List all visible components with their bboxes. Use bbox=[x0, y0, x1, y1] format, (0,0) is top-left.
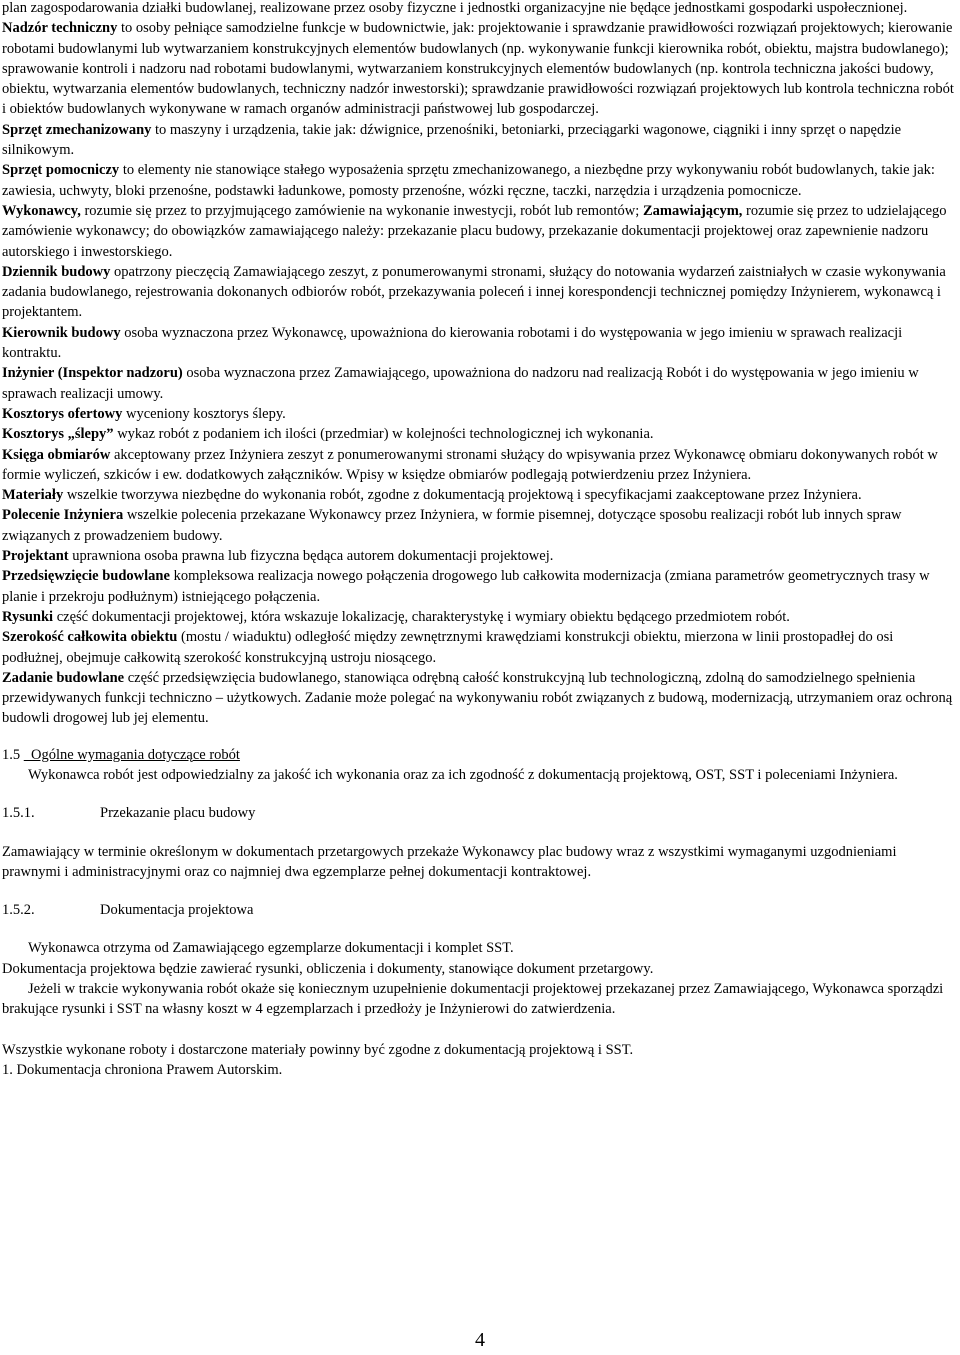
page-number: 4 bbox=[475, 1329, 485, 1351]
definition-item bbox=[2, 566, 957, 607]
definition-item bbox=[2, 262, 957, 323]
subsection-title: Przekazanie placu budowy bbox=[100, 805, 256, 822]
definition-term: Rysunki bbox=[2, 608, 54, 625]
definition-term: Polecenie Inżyniera bbox=[2, 507, 124, 524]
paragraph: Jeżeli w trakcie wykonywania robót okaże się koniecznym uzupełnienie dokumentacji projektowej przekazanej przez Zamawiającego, Wykonawca sporządzi brakujące rysunki i SST na własny koszt w 4 egzemplarzach i przedłoży je Inżynierowi do zatwierdzenia. bbox=[2, 981, 944, 1018]
definition-text: rozumie się przez to przyjmującego zamówienie na wykonanie inwestycji, robót lub remontów; bbox=[80, 202, 643, 219]
subsection-title: Dokumentacja projektowa bbox=[100, 902, 254, 919]
definition-item bbox=[2, 160, 957, 201]
definition-term: Wykonawcy, bbox=[2, 202, 81, 219]
definition-text: to maszyny i urządzenia, takie jak: dźwignice, przenośniki, betoniarki, przeciągarki wagonowe, ciągniki i inny sprzęt o napędzie silnikowym. bbox=[2, 121, 902, 159]
intro-paragraph: plan zagospodarowania działki budowlanej, realizowane przez osoby fizyczne i jednostki organizacyjne nie będące jednostkami gospodarki uspołecznionej. bbox=[2, 0, 908, 16]
definition-term: Zamawiającym, bbox=[642, 202, 743, 219]
definition-term: Projektant bbox=[2, 548, 69, 565]
definition-term: Nadzór techniczny bbox=[2, 20, 118, 37]
definition-text: część przedsięwzięcia budowlanego, stanowiąca odrębną całość konstrukcyjną lub technologiczną, zdolną do samodzielnego spełnienia przewidywanych funkcji techniczno – użytkowych. Zadanie może polegać na wykonywaniu robót związanych z budową, modernizacją, utrzymaniem oraz ochroną budowli drogowej lub jej elementu. bbox=[2, 669, 953, 727]
subsection-number: 1.5.2. bbox=[2, 902, 35, 919]
definition-text: kompleksowa realizacja nowego połączenia drogowego lub całkowita modernizacja (zmiana parametrów geometrycznych trasy w planie i przekroju podłużnym) istniejącego połączenia. bbox=[2, 568, 930, 605]
definition-text: część dokumentacji projektowej, która wskazuje lokalizację, charakterystykę i wymiary obiektu będącego przedmiotem robót. bbox=[53, 608, 790, 625]
definition-text: osoba wyznaczona przez Zamawiającego, upoważniona do nadzoru nad realizacją Robót i do występowania w jego imieniu w sprawach realizacji umowy. bbox=[2, 365, 919, 402]
definition-text: osoba wyznaczona przez Wykonawcę, upoważniona do kierowania robotami i do występowania w jego imieniu w sprawach realizacji kontraktu. bbox=[2, 324, 903, 362]
subsection-number: 1.5.1. bbox=[2, 805, 35, 822]
definition-item bbox=[2, 404, 957, 424]
definition-text: wszelkie polecenia przekazane Wykonawcy przez Inżyniera, w formie pisemnej, dotyczące sposobu realizacji robót lub innych spraw związanych z prowadzeniem budowy. bbox=[2, 507, 902, 544]
definition-text: akceptowany przez Inżyniera zeszyt z ponumerowanymi stronami służący do wpisywania przez Wykonawcę obmiaru dokonywanych robót w formie wyliczeń, szkiców i ew. dodatkowych załączników. Wpisy w księdze obmiarów podlegają potwierdzeniu przez Inżyniera. bbox=[2, 446, 938, 483]
definition-term: Księga obmiarów bbox=[2, 446, 111, 463]
definition-text: wszelkie tworzywa niezbędne do wykonania robót, zgodne z dokumentacją projektową i specyfikacjami zaakceptowane przez Inżyniera. bbox=[63, 487, 862, 504]
section-title: Ogólne wymagania dotyczące robót bbox=[31, 746, 240, 763]
definition-text: wykaz robót z podaniem ich ilości (przedmiar) w kolejności technologicznej ich wykonania. bbox=[113, 426, 654, 443]
definition-item bbox=[2, 323, 957, 364]
definition-term: Materiały bbox=[2, 487, 64, 504]
definition-item bbox=[2, 607, 957, 627]
definition-item bbox=[2, 18, 957, 119]
definition-item bbox=[2, 445, 957, 486]
paragraph: Wykonawca otrzyma od Zamawiającego egzemplarze dokumentacji i komplet SST. bbox=[28, 940, 514, 957]
paragraph: Wszystkie wykonane roboty i dostarczone materiały powinny być zgodne z dokumentacją projektową i SST. bbox=[2, 1041, 634, 1058]
definition-item bbox=[2, 627, 957, 668]
definition-term: Kosztorys ofertowy bbox=[2, 405, 123, 422]
document-page bbox=[2, 0, 957, 1080]
definition-term: Sprzęt zmechanizowany bbox=[2, 121, 152, 138]
definition-text: opatrzony pieczęcią Zamawiającego zeszyt, z ponumerowanymi stronami, służący do notowania wydarzeń zaistniałych w czasie wykonywania zadania budowlanego, rejestrowania dokonanych odbiorów robót, przekazywania poleceń i innej korespondencji technicznej pomiędzy Inżynierem, wykonawcą i projektantem. bbox=[2, 263, 946, 321]
paragraph: Dokumentacja projektowa będzie zawierać rysunki, obliczenia i dokumenty, stanowiące dokument przetargowy. bbox=[2, 960, 654, 977]
section-heading bbox=[2, 745, 957, 765]
definition-term: Sprzęt pomocniczy bbox=[2, 162, 120, 179]
definition-text: wyceniony kosztorys ślepy. bbox=[122, 405, 286, 422]
definition-item bbox=[2, 120, 957, 161]
definition-item bbox=[2, 485, 957, 505]
definition-text: to elementy nie stanowiące stałego wyposażenia sprzętu zmechanizowanego, a niezbędne przy wykonywaniu robót budowlanych, takie jak: zawiesia, uchwyty, bloki przenośne, podstawki ładunkowe, pomosty przenośne, wózki ręczne, taczki, narzędzia i urządzenia pomocnicze. bbox=[2, 162, 935, 199]
definition-text: uprawniona osoba prawna lub fizyczna będąca autorem dokumentacji projektowej. bbox=[68, 548, 554, 565]
definitions-list bbox=[2, 18, 957, 728]
subsection-heading bbox=[2, 803, 957, 823]
definition-text: to osoby pełniące samodzielne funkcje w budownictwie, jak: projektowanie i sprawdzanie prawidłowości rozwiązań projektowych; kierowanie robotami budowlanymi lub wytwarzaniem konstrukcyjnych elementów budowlanych (np. wykonywanie funkcji kierownika robót, obiektu, majstra budowlanego); sprawowanie kontroli i nadzoru nad robotami budowlanymi, wytwarzaniem konstrukcyjnych elementów budowlanych (np. kontrola techniczna jakości budowy, obiektu, wytwarzania elementów budowlanych, techniczny nadzór inwestorski); sprawdzanie prawidłowości rozwiązań projektowych lub kontrola techniczna robót i obiektów budowlanych wykonywane w ramach organów administracji państwowej lub gospodarczej. bbox=[2, 20, 954, 118]
list-item: 1. Dokumentacja chroniona Prawem Autorskim. bbox=[2, 1061, 283, 1078]
definition-item bbox=[2, 546, 957, 566]
definition-item bbox=[2, 505, 957, 546]
section-number: 1.5 bbox=[2, 746, 21, 763]
subsection-heading bbox=[2, 900, 957, 920]
definition-term: Przedsięwzięcie budowlane bbox=[2, 568, 170, 585]
definition-item bbox=[2, 201, 957, 262]
definition-term: Zadanie budowlane bbox=[2, 669, 125, 686]
definition-term: Kierownik budowy bbox=[2, 324, 121, 341]
subsection-text: Zamawiający w terminie określonym w dokumentach przetargowych przekaże Wykonawcy plac budowy wraz z wszystkimi wymaganymi uzgodnieniami prawnymi i administracyjnymi oraz co najmniej dwa egzemplarze pełnej dokumentacji kontraktowej. bbox=[2, 843, 897, 880]
definition-term: Kosztorys „ślepy” bbox=[2, 426, 114, 443]
definition-term: Szerokość całkowita obiektu bbox=[2, 629, 178, 646]
definition-item bbox=[2, 363, 957, 404]
definition-text: (mostu / wiaduktu) odległość między zewnętrznymi krawędziami konstrukcji obiektu, mierzona w linii prostopadłej do osi podłużnej, obejmuje całkowitą szerokość konstrukcyjną ustroju niosącego. bbox=[2, 629, 894, 666]
definition-term: Inżynier (Inspektor nadzoru) bbox=[2, 365, 183, 382]
definition-text: rozumie się przez to udzielającego zamówienie wykonawcy; do obowiązków zamawiającego należy: przekazanie placu budowy, przekazanie dokumentacji projektowej oraz zapewnienie nadzoru autorskiego i inwestorskiego. bbox=[2, 202, 947, 260]
definition-item bbox=[2, 668, 957, 729]
section-text: Wykonawca robót jest odpowiedzialny za jakość ich wykonania oraz za ich zgodność z dokumentacją projektową, OST, SST i poleceniami Inżyniera. bbox=[28, 766, 898, 783]
definition-term: Dziennik budowy bbox=[2, 263, 111, 280]
definition-item bbox=[2, 424, 957, 444]
